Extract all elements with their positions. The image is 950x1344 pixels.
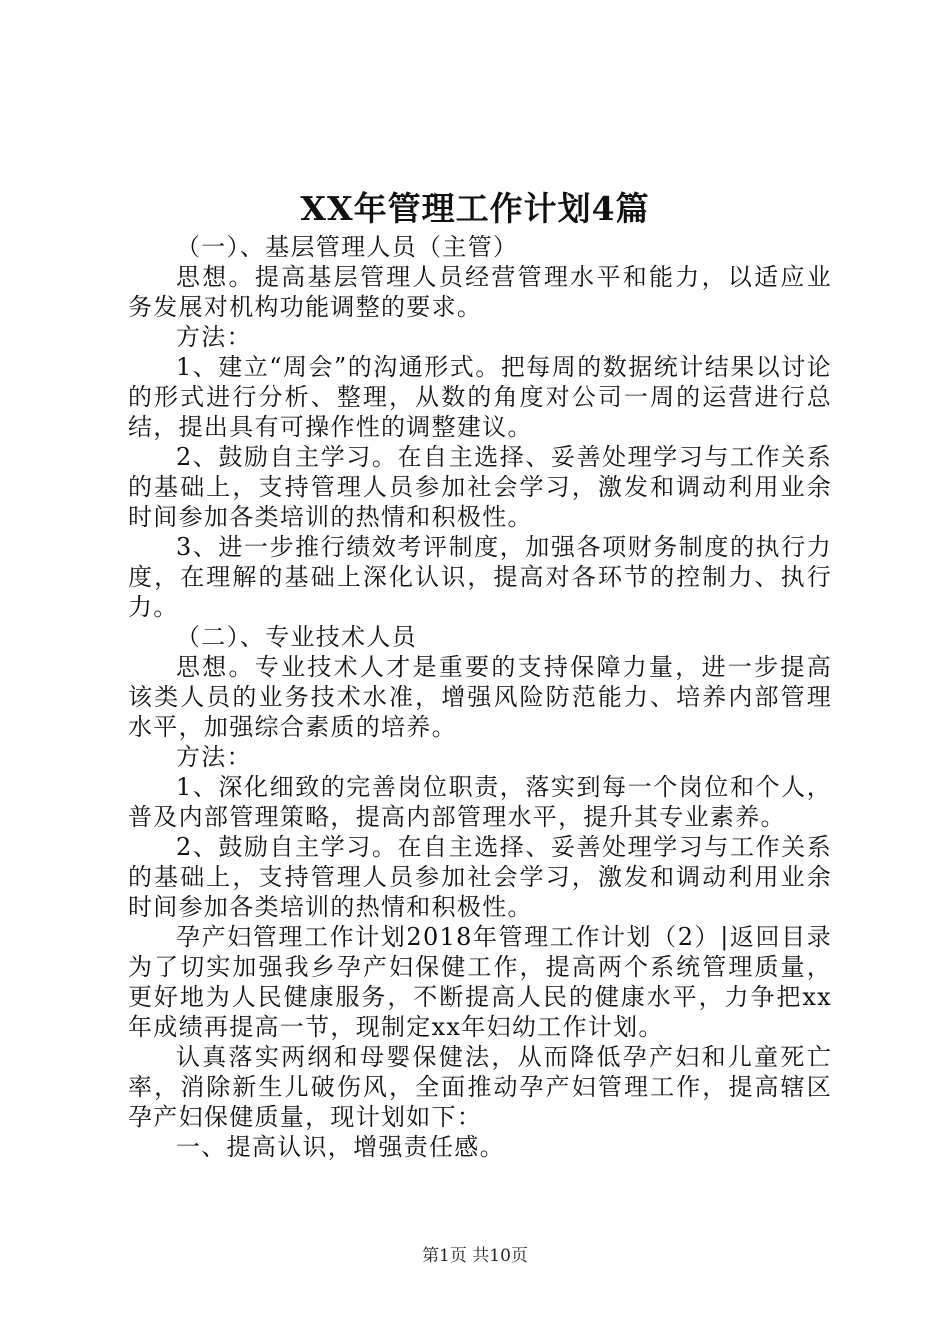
paragraph: 思想。专业技术人才是重要的支持保障力量，进一步提高该类人员的业务技术水准，增强风险防范能力、培养内部管理水平，加强综合素质的培养。 <box>128 653 832 741</box>
document-body <box>128 232 832 1162</box>
paragraph: 方法： <box>176 323 252 351</box>
paragraph: 孕产妇管理工作计划2018年管理工作计划（2）|返回目录为了切实加强我乡孕产妇保健工作，提高两个系统管理质量，更好地为人民健康服务，不断提高人民的健康水平，力争把xx年成绩再提高一节，现制定xx年妇幼工作计划。 <box>128 923 832 1041</box>
paragraph: 思想。提高基层管理人员经营管理水平和能力，以适应业务发展对机构功能调整的要求。 <box>128 263 832 321</box>
section-heading-2: （二）、专业技术人员 <box>176 623 417 651</box>
paragraph: 1、建立“周会”的沟通形式。把每周的数据统计结果以讨论的形式进行分析、整理，从数的角度对公司一周的运营进行总结，提出具有可操作性的调整建议。 <box>128 353 832 441</box>
paragraph: 认真落实两纲和母婴保健法，从而降低孕产妇和儿童死亡率，消除新生儿破伤风，全面推动孕产妇管理工作，提高辖区孕产妇保健质量，现计划如下： <box>128 1043 832 1131</box>
section-heading-1: （一）、基层管理人员（主管） <box>176 233 519 261</box>
page-footer: 第1页 共10页 <box>422 1246 528 1266</box>
paragraph: 2、鼓励自主学习。在自主选择、妥善处理学习与工作关系的基础上，支持管理人员参加社会学习，激发和调动利用业余时间参加各类培训的热情和积极性。 <box>128 833 832 921</box>
paragraph: 3、进一步推行绩效考评制度，加强各项财务制度的执行力度，在理解的基础上深化认识，提高对各环节的控制力、执行力。 <box>128 533 832 621</box>
paragraph: 方法： <box>176 743 252 771</box>
document-title: XX年管理工作计划4篇 <box>300 189 650 228</box>
paragraph: 一、提高认识，增强责任感。 <box>176 1133 505 1161</box>
paragraph: 1、深化细致的完善岗位职责，落实到每一个岗位和个人，普及内部管理策略，提高内部管理水平，提升其专业素养。 <box>128 773 832 831</box>
paragraph: 2、鼓励自主学习。在自主选择、妥善处理学习与工作关系的基础上，支持管理人员参加社会学习，激发和调动利用业余时间参加各类培训的热情和积极性。 <box>128 443 832 531</box>
